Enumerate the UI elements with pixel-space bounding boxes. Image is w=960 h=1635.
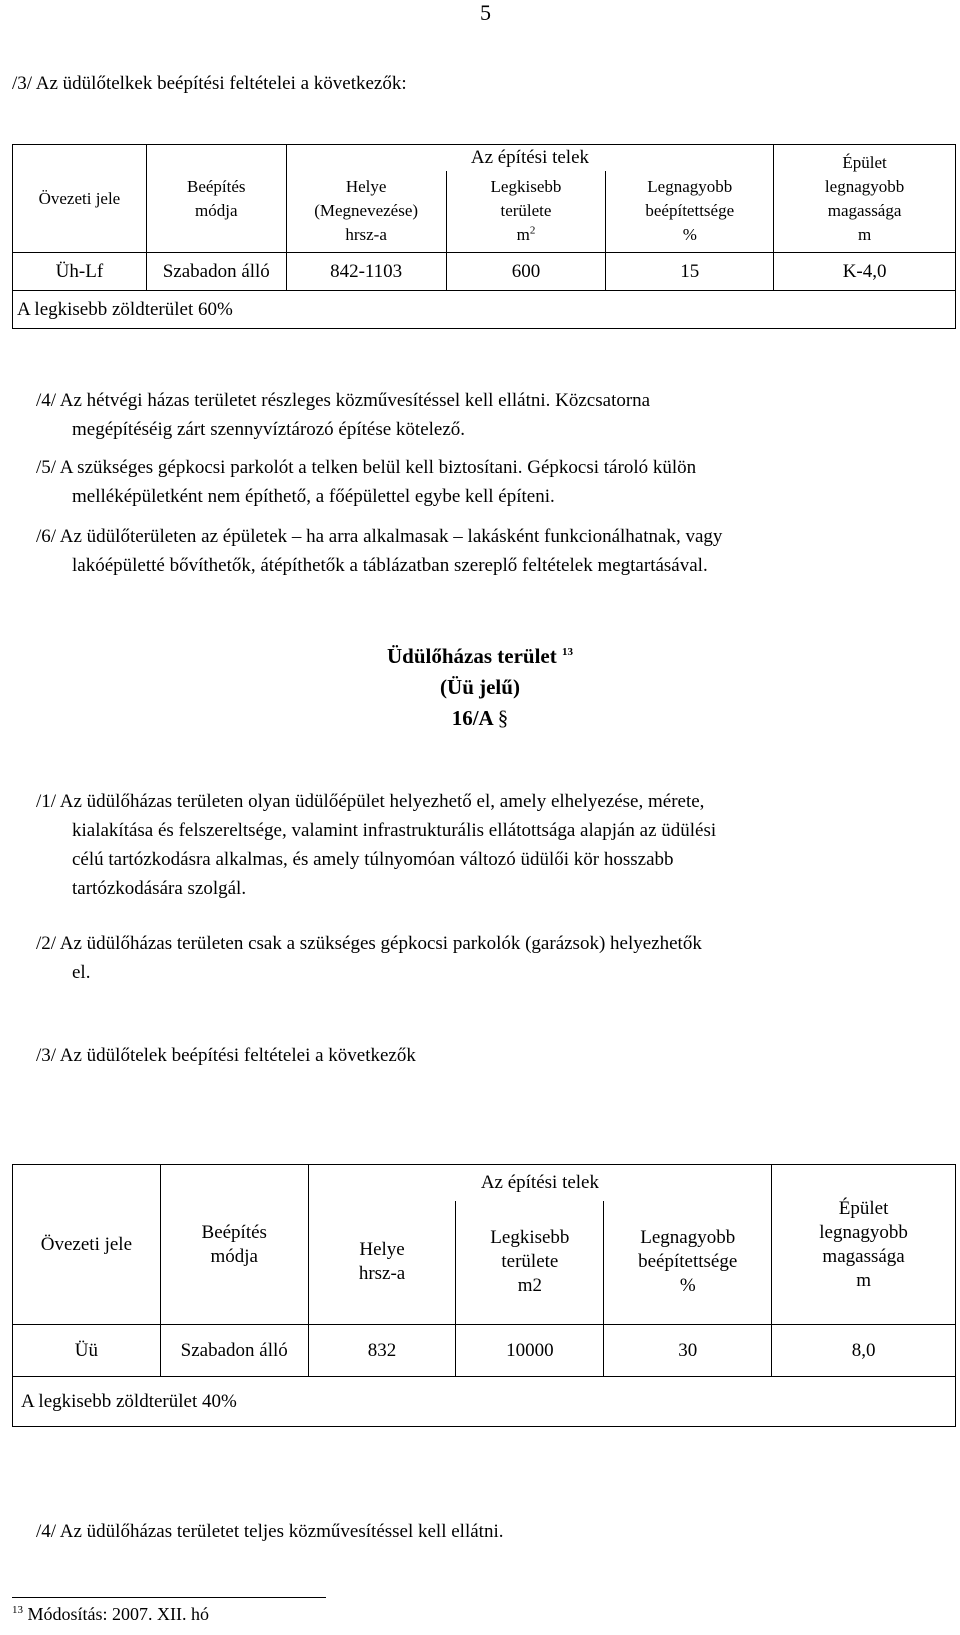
table-cell: Szabadon álló — [160, 1325, 308, 1377]
table-cell: 15 — [606, 253, 774, 291]
table-cell: 8,0 — [772, 1325, 956, 1377]
table-cell: 30 — [604, 1325, 772, 1377]
p1-line1: /1/ Az üdülőházas területen olyan üdülőépület helyezhető el, amely elhelyezése, mérete, — [36, 791, 705, 812]
header-building-mode: Beépítés módja — [146, 145, 286, 253]
green-area-row: A legkisebb zöldterület 40% — [13, 1377, 956, 1427]
p3: /3/ Az üdülőtelek beépítési feltételei a következők — [36, 1045, 416, 1066]
table-cell: 600 — [446, 253, 606, 291]
table-cell: Szabadon álló — [146, 253, 286, 291]
header-min-area: Legkisebb területe m2 — [456, 1201, 604, 1325]
footnote-divider — [12, 1597, 326, 1598]
p1-line2: kialakítása és felszereltsége, valamint infrastrukturális ellátottsága alapján az üdülési — [72, 820, 717, 841]
table-cell: Üh-Lf — [13, 253, 147, 291]
header-zone-code: Övezeti jele — [13, 145, 147, 253]
page-number: 5 — [480, 0, 491, 25]
paragraph-number: 16/A § — [451, 706, 509, 730]
building-conditions-table-2 — [12, 1164, 956, 1427]
header-building-mode: Beépítés módja — [160, 1165, 308, 1325]
p4: /4/ Az üdülőházas területet teljes közművesítéssel kell ellátni. — [36, 1521, 504, 1542]
paragraph-6-line1: /6/ Az üdülőterületen az épületek – ha arra alkalmasak – lakásként funkcionálhatnak, vagy — [36, 526, 723, 547]
building-conditions-table-1 — [12, 144, 956, 329]
paragraph-4-line2: megépítéséig zárt szennyvíztározó építése kötelező. — [72, 419, 466, 440]
table-cell: Üü — [13, 1325, 161, 1377]
footnote: $^{13}$ Módosítás: 2007. XII. hó — [12, 1604, 209, 1624]
section3-intro: /3/ Az üdülőtelkek beépítési feltételei a következők: — [12, 73, 407, 94]
paragraph-6-line2: lakóépületté bővíthetők, átépíthetők a táblázatban szereplő feltételek megtartásával. — [72, 555, 708, 576]
header-max-coverage: Legnagyobb beépítettsége % — [604, 1201, 772, 1325]
header-max-height: Épület legnagyobb magassága m — [774, 145, 956, 253]
paragraph-5-line1: /5/ A szükséges gépkocsi parkolót a telken belül kell biztosítani. Gépkocsi tároló külön — [36, 457, 697, 478]
table-cell: 832 — [308, 1325, 456, 1377]
table-cell: K-4,0 — [774, 253, 956, 291]
paragraph-5-line2: melléképületként nem építhető, a főépülettel egybe kell építeni. — [72, 486, 555, 507]
section-subheading: (Üü jelű) — [440, 675, 520, 699]
header-group-plot: Az építési telek — [308, 1165, 772, 1201]
header-zone-code: Övezeti jele — [13, 1165, 161, 1325]
header-group-plot: Az építési telek — [286, 145, 774, 171]
table-cell: 842-1103 — [286, 253, 446, 291]
p1-line3: célú tartózkodásra alkalmas, és amely túlnyomóan változó üdülői kör hosszabb — [72, 849, 674, 870]
header-max-coverage: Legnagyobb beépítettsége % — [606, 171, 774, 253]
table-cell: 10000 — [456, 1325, 604, 1377]
p2-line1: /2/ Az üdülőházas területen csak a szükséges gépkocsi parkolók (garázsok) helyezhetők — [36, 933, 702, 954]
header-min-area: Legkisebb területe $m^2$ — [446, 171, 606, 253]
header-location: Helye hrsz-a — [308, 1201, 456, 1325]
p1-line4: tartózkodására szolgál. — [72, 878, 247, 899]
p2-line2: el. — [72, 962, 91, 983]
header-location: Helye (Megnevezése) hrsz-a — [286, 171, 446, 253]
paragraph-4-line1: /4/ Az hétvégi házas területet részleges közművesítéssel kell ellátni. Közcsatorna — [36, 390, 651, 411]
header-max-height: Épület legnagyobb magassága m — [772, 1165, 956, 1325]
green-area-row: A legkisebb zöldterület 60% — [13, 291, 956, 329]
section-heading: Üdülőházas terület $^{13}$ — [387, 644, 573, 668]
